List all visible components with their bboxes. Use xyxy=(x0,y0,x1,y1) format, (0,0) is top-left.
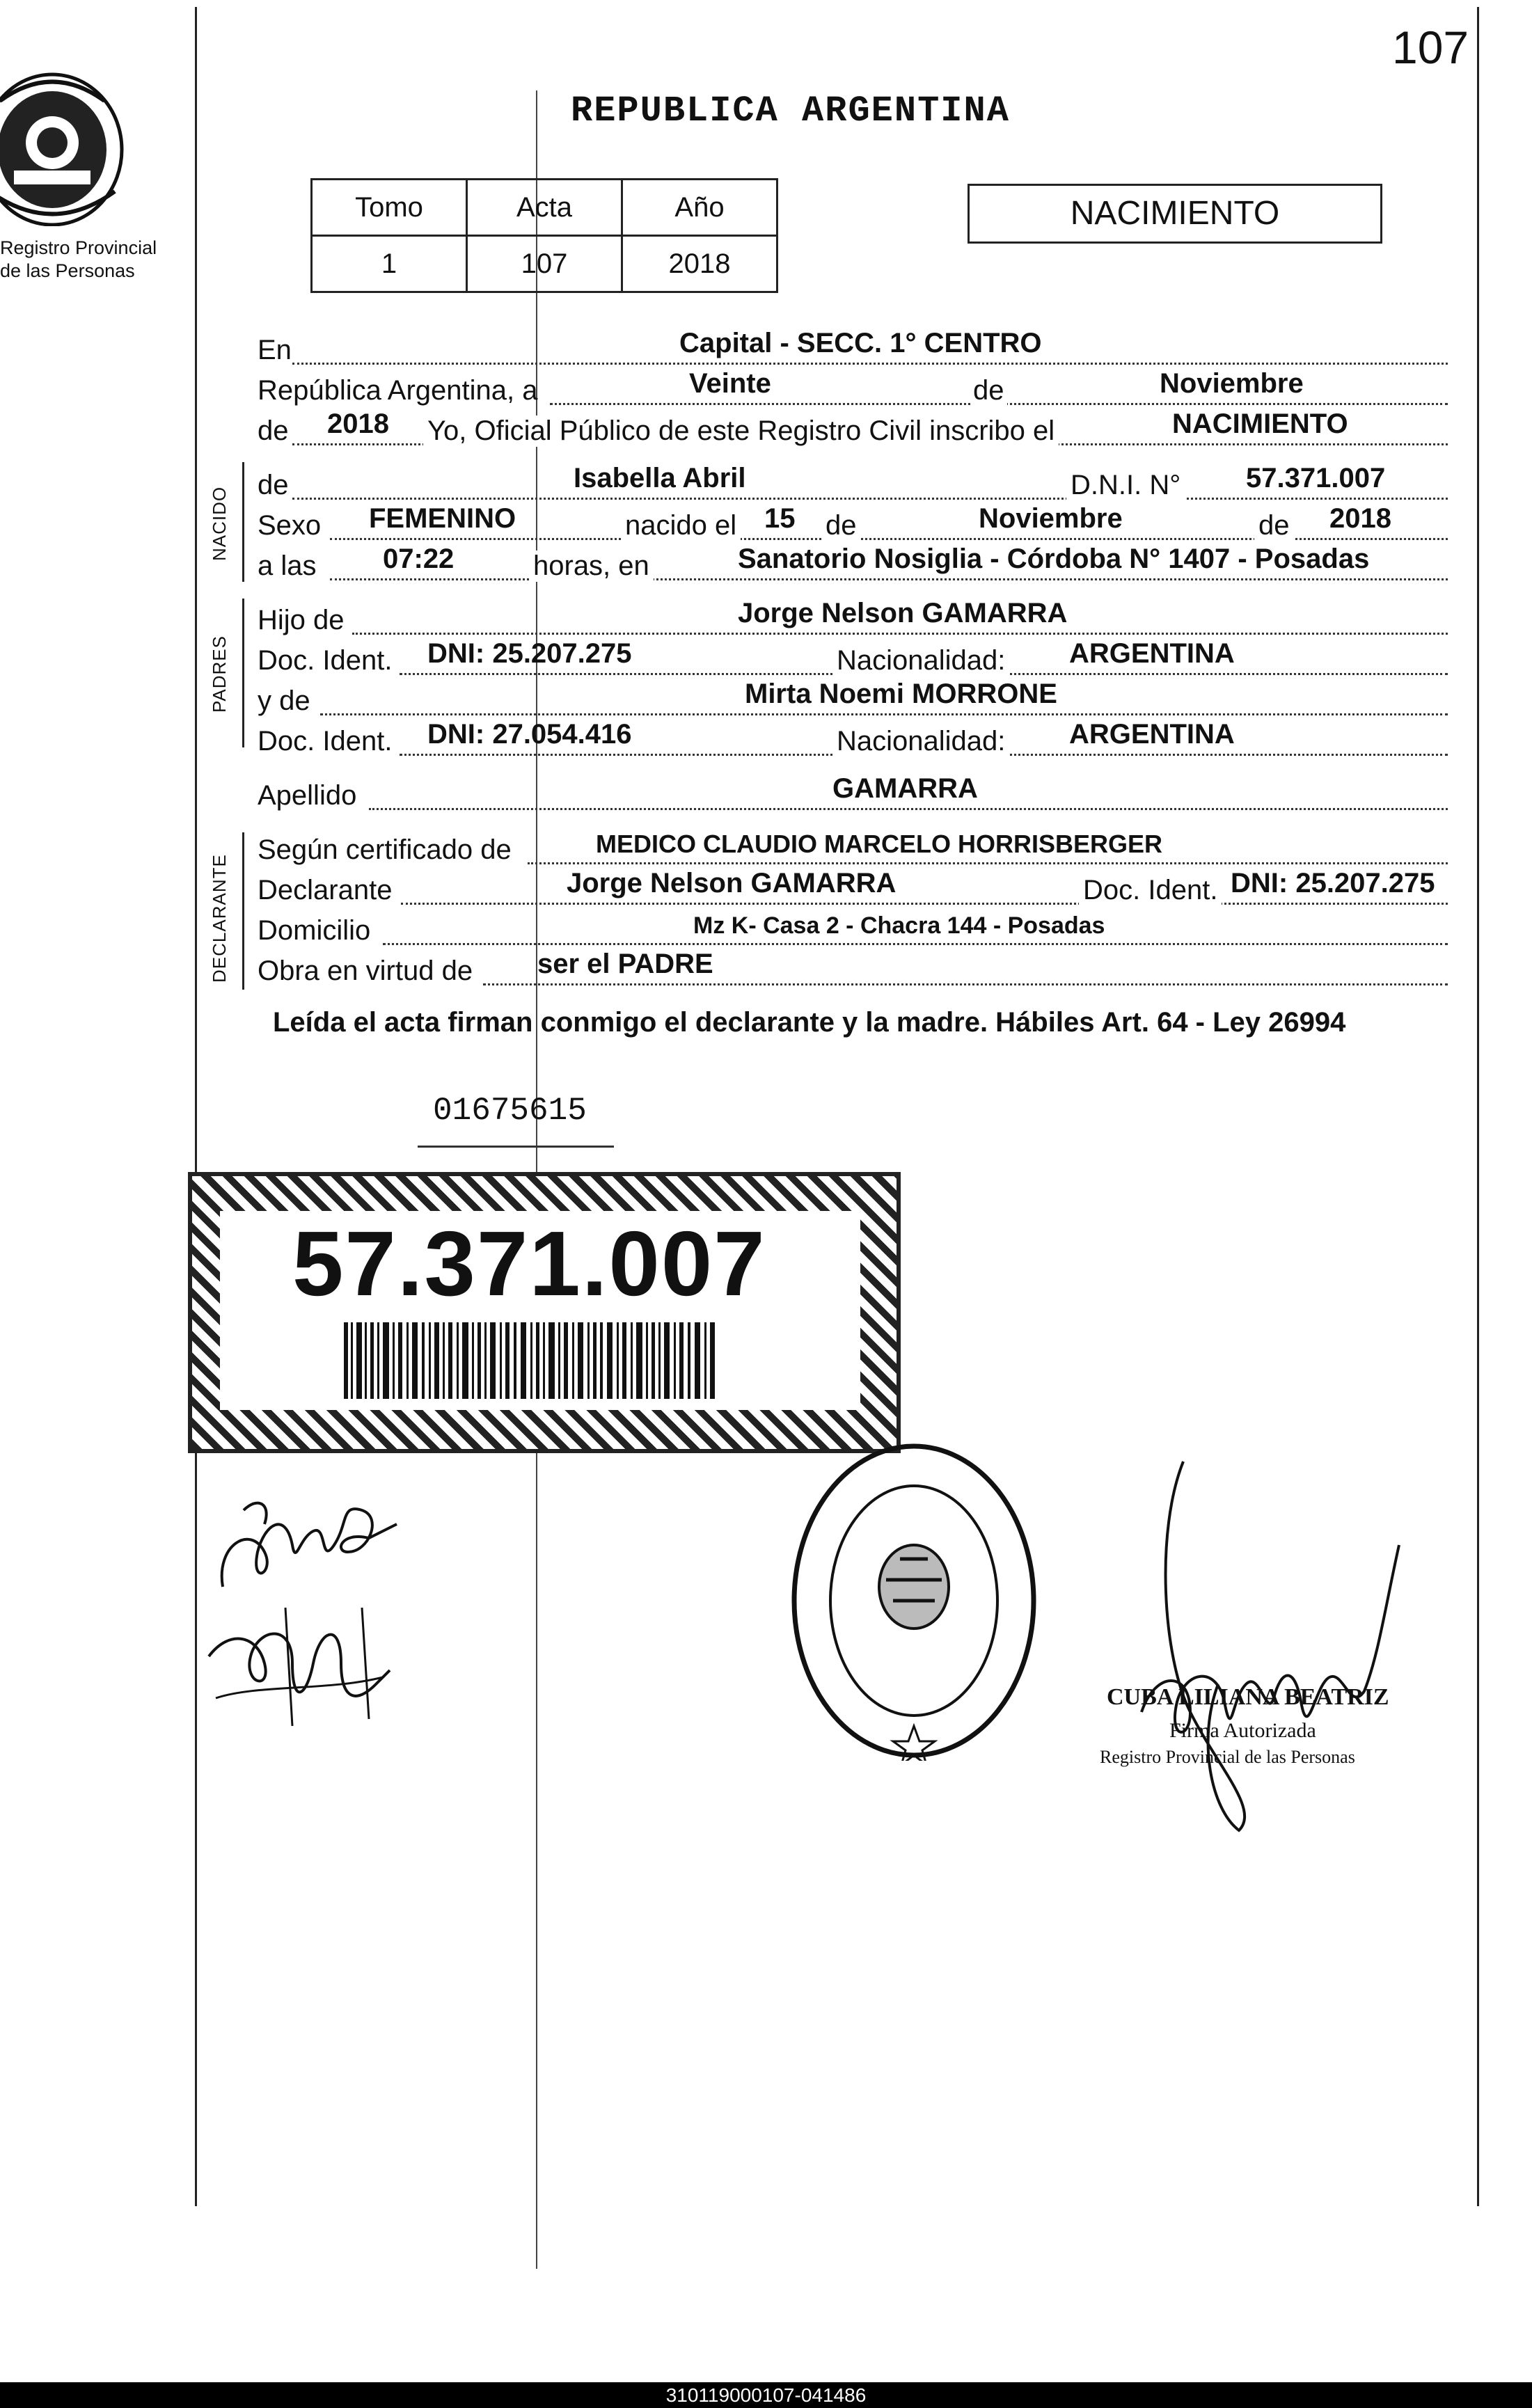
declarant-signature xyxy=(209,1482,404,1608)
declarante-label: Declarante xyxy=(258,875,393,905)
document-title: REPUBLICA ARGENTINA xyxy=(571,90,1010,132)
certificado-label: Según certificado de xyxy=(258,834,512,865)
tomo-header: Tomo xyxy=(312,180,467,236)
row-time-place xyxy=(258,544,1448,586)
year-value: 2018 xyxy=(327,409,389,439)
control-number-underline xyxy=(418,1146,614,1148)
right-margin-line xyxy=(1477,7,1479,2206)
row-certificate xyxy=(258,832,1448,870)
father-nationality-label: Nacionalidad: xyxy=(832,645,1009,676)
dni-label: D.N.I. N° xyxy=(1066,470,1185,501)
obra-label: Obra en virtud de xyxy=(258,956,473,986)
row-father-doc xyxy=(258,638,1448,681)
delegation-stamp xyxy=(789,1441,1039,1761)
seal-caption xyxy=(0,237,157,283)
declarante-doc-label: Doc. Ident. xyxy=(1079,875,1222,906)
officer-role: Firma Autorizada xyxy=(1169,1719,1316,1742)
officer-signature xyxy=(1128,1448,1420,1837)
acta-value: 107 xyxy=(467,236,622,292)
mother-nationality-label: Nacionalidad: xyxy=(832,726,1009,757)
horas-label: horas, en xyxy=(529,550,654,582)
de-label: de xyxy=(970,375,1007,406)
left-margin-line xyxy=(195,7,197,2206)
mother-doc-value: DNI: 27.054.416 xyxy=(427,719,632,750)
year-prefix-label: de xyxy=(258,415,289,446)
mother-name-value: Mirta Noemi MORRONE xyxy=(745,679,1057,709)
row-address xyxy=(258,913,1448,951)
mother-nationality-value: ARGENTINA xyxy=(1069,719,1235,750)
padres-bracket xyxy=(242,599,244,747)
row-surname xyxy=(258,773,1448,816)
a-las-label: a las xyxy=(258,550,317,581)
acta-header: Acta xyxy=(467,180,622,236)
child-dni-value: 57.371.007 xyxy=(1246,463,1386,493)
officer-text: Yo, Oficial Público de este Registro Civil inscribo el xyxy=(423,415,1059,447)
provincial-seal-icon xyxy=(0,66,132,226)
birth-day-value: 15 xyxy=(764,503,796,534)
row-date-words xyxy=(258,368,1448,411)
officer-organization: Registro Provincial de las Personas xyxy=(1100,1747,1355,1767)
de-month-label: de xyxy=(1254,510,1294,541)
padres-section-label: PADRES xyxy=(209,635,230,713)
apellido-label: Apellido xyxy=(258,780,357,811)
obra-value: ser el PADRE xyxy=(537,949,713,979)
mother-signature xyxy=(202,1601,397,1733)
father-name-value: Jorge Nelson GAMARRA xyxy=(738,598,1068,628)
nacido-section-label: NACIDO xyxy=(209,486,230,561)
mother-doc-label: Doc. Ident. xyxy=(258,726,393,757)
row-officer xyxy=(258,409,1448,451)
day-words-value: Veinte xyxy=(689,368,771,399)
y-de-label: y de xyxy=(258,686,310,716)
barcode-icon xyxy=(344,1322,720,1399)
row-mother-doc xyxy=(258,719,1448,761)
domicilio-label: Domicilio xyxy=(258,915,371,946)
domicilio-value: Mz K- Casa 2 - Chacra 144 - Posadas xyxy=(693,912,1105,939)
declarante-name-value: Jorge Nelson GAMARRA xyxy=(567,868,897,898)
child-name-value: Isabella Abril xyxy=(574,463,746,493)
declarante-doc-value: DNI: 25.207.275 xyxy=(1231,868,1435,898)
apellido-value: GAMARRA xyxy=(832,773,978,804)
birth-year-value: 2018 xyxy=(1329,503,1391,534)
nacido-bracket xyxy=(242,462,244,582)
certificado-value: MEDICO CLAUDIO MARCELO HORRISBERGER xyxy=(596,830,1163,858)
act-type-box: NACIMIENTO xyxy=(968,184,1382,244)
sexo-value: FEMENINO xyxy=(369,503,516,534)
month-value: Noviembre xyxy=(1160,368,1304,399)
row-sex-date xyxy=(258,503,1448,546)
anio-value: 2018 xyxy=(622,236,777,292)
republic-label: República Argentina, a xyxy=(258,375,538,406)
en-label: En xyxy=(258,335,292,365)
seal-caption-line1: Registro Provincial xyxy=(0,237,157,258)
act-word-value: NACIMIENTO xyxy=(1172,409,1348,439)
declarante-section-label: DECLARANTE xyxy=(209,854,230,983)
hijo-de-label: Hijo de xyxy=(258,605,345,635)
declarante-bracket xyxy=(242,832,244,990)
row-mother xyxy=(258,679,1448,721)
dni-sticker-number: 57.371.007 xyxy=(292,1212,766,1315)
anio-header: Año xyxy=(622,180,777,236)
de-name-label: de xyxy=(258,470,289,500)
birth-month-value: Noviembre xyxy=(979,503,1123,534)
birth-place-value: Sanatorio Nosiglia - Córdoba N° 1407 - Posadas xyxy=(738,544,1370,574)
father-nationality-value: ARGENTINA xyxy=(1069,638,1235,669)
row-place xyxy=(258,328,1448,370)
sexo-label: Sexo xyxy=(258,510,322,541)
father-doc-value: DNI: 25.207.275 xyxy=(427,638,632,669)
birth-time-value: 07:22 xyxy=(383,544,455,574)
officer-name: CUBA LILIANA BEATRIZ xyxy=(1107,1684,1389,1710)
row-declarant xyxy=(258,868,1448,910)
nacido-el-label: nacido el xyxy=(621,510,741,541)
control-number: 01675615 xyxy=(433,1093,587,1129)
place-value: Capital - SECC. 1° CENTRO xyxy=(679,328,1042,358)
row-name xyxy=(258,463,1448,505)
closing-statement: Leída el acta firman conmigo el declarante y la madre. Hábiles Art. 64 - Ley 26994 xyxy=(273,1007,1346,1038)
row-father xyxy=(258,598,1448,640)
page-number: 107 xyxy=(1392,22,1469,73)
row-reason xyxy=(258,949,1448,991)
tomo-value: 1 xyxy=(312,236,467,292)
father-doc-label: Doc. Ident. xyxy=(258,645,393,676)
record-reference-table xyxy=(310,178,778,293)
seal-caption-line2: de las Personas xyxy=(0,260,135,281)
de-day-label: de xyxy=(821,510,861,541)
document-footer-code: 310119000107-041486 xyxy=(0,2382,1532,2408)
